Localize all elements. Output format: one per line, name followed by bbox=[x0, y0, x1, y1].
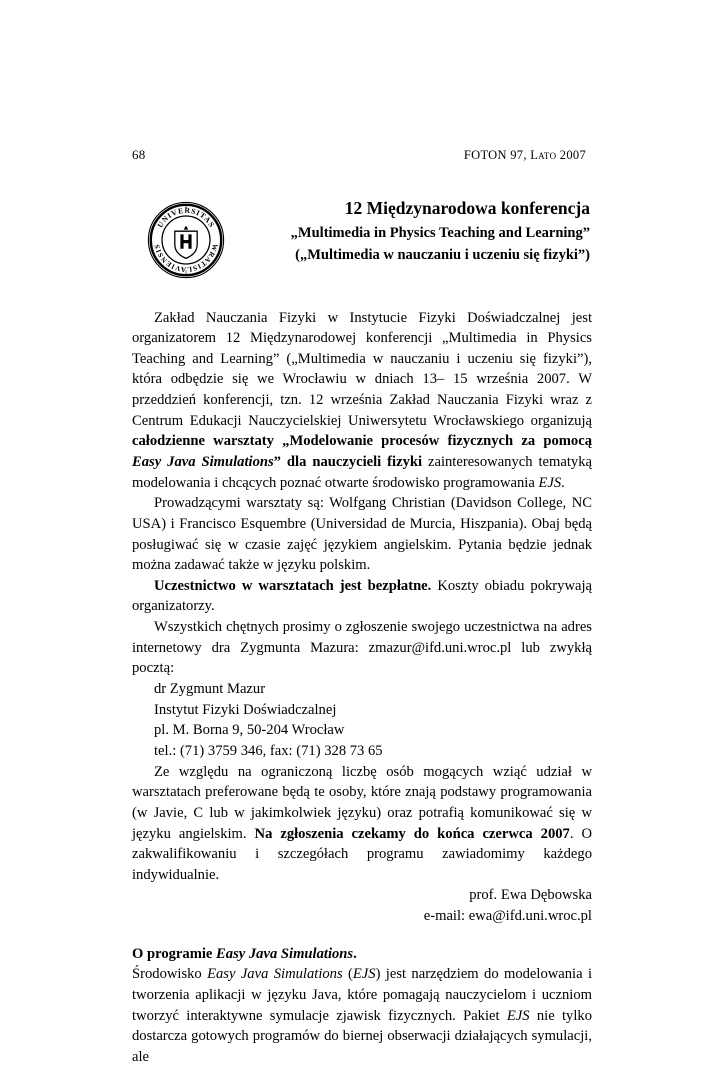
address-line-3: pl. M. Borna 9, 50-204 Wrocław bbox=[154, 722, 345, 739]
p1-part-f: EJS bbox=[538, 474, 562, 491]
signature-email: e-mail: ewa@ifd.uni.wroc.pl bbox=[423, 908, 592, 925]
paragraph-5 bbox=[132, 762, 592, 886]
page-title: 12 Międzynarodowa konferencja bbox=[344, 197, 590, 218]
journal-issue-label: FOTON 97, Lato 2007 bbox=[463, 148, 586, 162]
paragraph-3 bbox=[132, 576, 592, 617]
svg-text:WRATISLAVIENSIS: WRATISLAVIENSIS bbox=[153, 242, 220, 273]
p6-part-a: Środowisko bbox=[132, 966, 208, 983]
p1-part-a: Zakład Nauczania Fizyki w Instytucie Fizyki Doświadczalnej jest organizatorem 12 Międzynarodowej konferencji „Multimedia in Physics Teaching and Learning” („Multimedia w nauczaniu i uczeniu się fizyki”), która odbędzie się we Wrocławiu w dniach 13– 15 września 2007. W przeddzień konferencji, tzn. 12 września Zakład Nauczania Fizyki wraz z Centrum Edukacji Nauczycielskiej Uniwersytetu Wrocławskiego organizują bbox=[132, 309, 592, 429]
university-seal-icon bbox=[146, 200, 226, 280]
paragraph-2: Prowadzącymi warsztaty są: Wolfgang Christian (Davidson College, NC USA) i Francisco Esquembre (Universidad de Murcia, Hiszpania). Obaj będą posługiwać się w czasie zajęć językiem angielskim. Pytania będzie jednak można zadawać także w języku polskim. bbox=[132, 495, 592, 574]
p1-part-e: zainteresowanych tematyką modelowania i chcących poznać otwarte środowisko programowania bbox=[132, 453, 592, 491]
p6-part-b: Easy Java Simulations bbox=[207, 966, 343, 983]
address-line-2: Instytut Fizyki Doświadczalnej bbox=[154, 701, 337, 718]
paragraph-1 bbox=[132, 308, 592, 494]
address-line-1: dr Zygmunt Mazur bbox=[154, 681, 266, 698]
p6-part-d: EJS bbox=[352, 966, 376, 983]
p1-part-g: . bbox=[561, 474, 565, 491]
page-subtitle-pl: („Multimedia w nauczaniu i uczeniu się fizyki”) bbox=[295, 247, 590, 264]
address-line-4: tel.: (71) 3759 346, fax: (71) 328 73 65 bbox=[154, 742, 383, 759]
page-subtitle-en: „Multimedia in Physics Teaching and Learning” bbox=[290, 225, 590, 242]
p6-part-f: EJS bbox=[506, 1007, 530, 1024]
title-lines bbox=[236, 196, 592, 267]
heading2-part-a: O programie bbox=[132, 945, 217, 962]
p6-part-g: nie tylko dostarcza gotowych programów do biernej obserwacji działających symulacji, ale bbox=[132, 1007, 592, 1065]
p3-rest: Koszty obiadu pokrywają organizatorzy. bbox=[132, 577, 592, 615]
p5-part-a: Ze względu na ograniczoną liczbę osób mogących wziąć udział w warsztatach preferowane będą te osoby, które znają podstawy programowania (w Javie, C lub w jakimkolwiek języku) oraz potrafią komunikować się w języku angielskim. bbox=[132, 763, 592, 842]
paragraph-6 bbox=[132, 964, 592, 1067]
p1-part-d: ” dla nauczycieli fizyki bbox=[273, 453, 423, 470]
p1-part-b: całodzienne warsztaty „Modelowanie procesów fizycznych za pomocą bbox=[132, 433, 592, 450]
page-number: 68 bbox=[132, 147, 146, 162]
title-block bbox=[132, 196, 592, 282]
paragraph-4: Wszystkich chętnych prosimy o zgłoszenie swojego uczestnictwa na adres internetowy dra Zygmunta Mazura: zmazur@ifd.uni.wroc.pl lub zwykłą pocztą: bbox=[132, 619, 592, 677]
p5-part-b: . O zakwalifikowaniu i szczegółach programu zawiadomimy każdego indywidualnie. bbox=[132, 825, 592, 883]
p6-part-e: ) jest narzędziem do modelowania i tworzenia aplikacji w języku Java, które pomagają nauczycielom i uczniom tworzyć interaktywne symulacje zjawisk fizycznych. Pakiet bbox=[132, 966, 592, 1024]
svg-text:UNIVERSITAS: UNIVERSITAS bbox=[155, 205, 217, 229]
p1-part-c: Easy Java Simulations bbox=[132, 453, 274, 470]
running-head bbox=[132, 148, 592, 162]
signature-name: prof. Ewa Dębowska bbox=[469, 887, 592, 904]
section-heading bbox=[132, 944, 592, 965]
p6-part-c: ( bbox=[342, 966, 353, 983]
heading2-part-b: Easy Java Simulations bbox=[216, 945, 354, 962]
body-text bbox=[132, 308, 592, 1068]
p3-bold: Uczestnictwo w warsztatach jest bezpłatne. bbox=[154, 577, 432, 594]
p5-bold: Na zgłoszenia czekamy do końca czerwca 2007 bbox=[254, 825, 570, 842]
heading2-part-c: . bbox=[353, 945, 357, 962]
